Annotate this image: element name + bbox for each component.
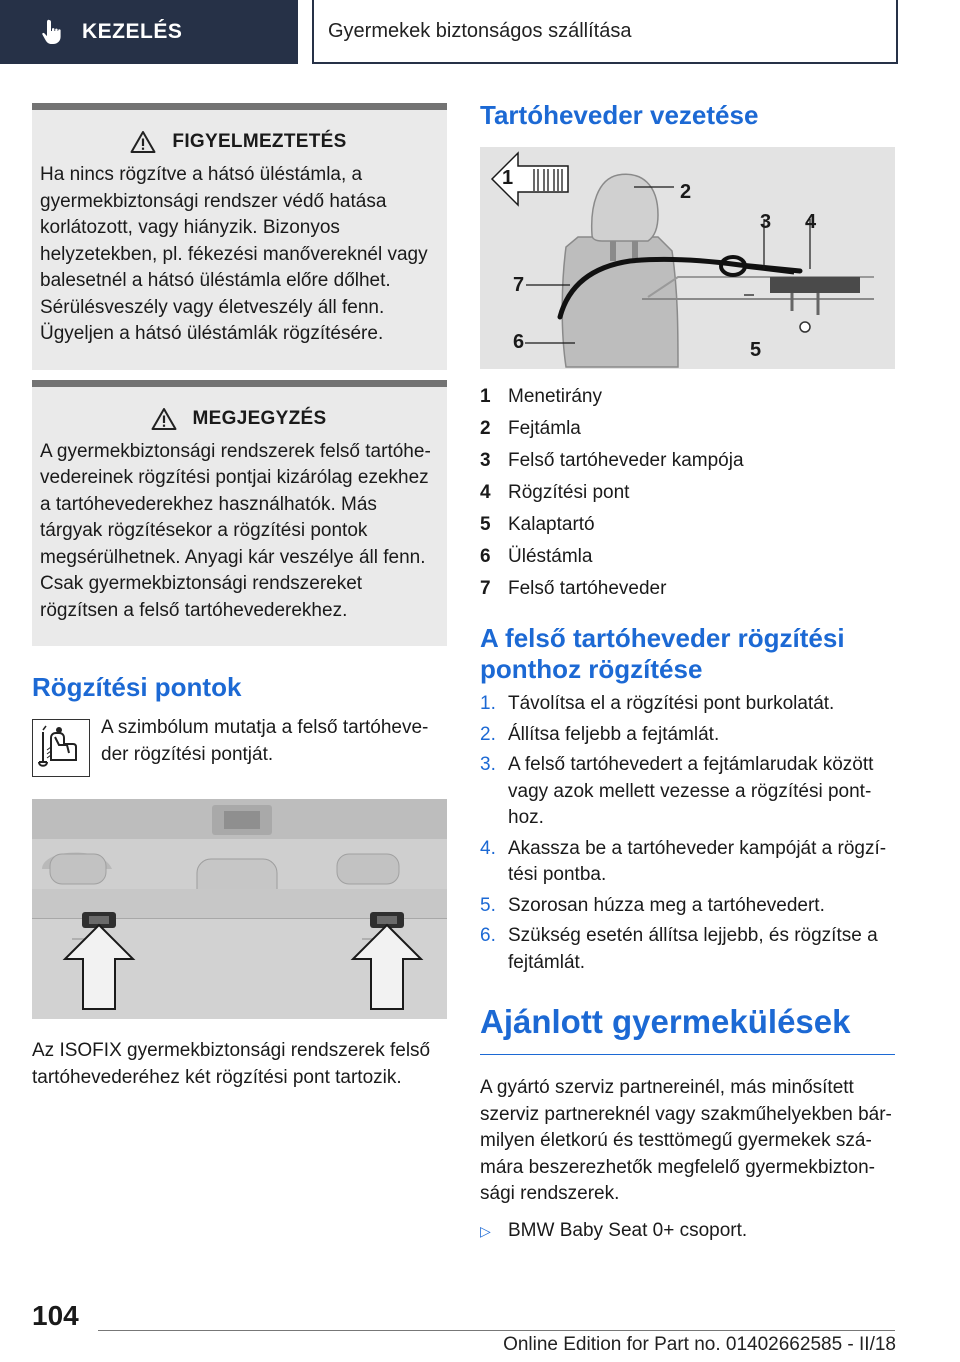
child-seat-anchor-icon — [32, 719, 90, 777]
right-column — [480, 100, 895, 1244]
anchor-points-heading: Rögzítési pontok — [32, 672, 242, 702]
legend-item: 2 Fejtámla — [480, 418, 581, 439]
step-item: 3. A felső tartóhevedert a fejtámlarudak között vagy azok mellett vezesse a rögzítési ponthoz. — [480, 754, 874, 828]
diagram-label-5: 5 — [750, 339, 762, 361]
edition-text: Online Edition for Part no. 01402662585 - II/18 — [503, 1334, 896, 1355]
note-text: A gyermekbiztonsági rendszerek felső tartóhevedereinek rögzítési pontjai kizárólag ezekhez a tartóhevederekhez használhatók. Más tárgyak rögzítésekor a rögzítési pontok megsérülhetnek. Anyagi kár veszélye áll fenn. Csak gyermekbiztonsági rendszereket rögzítsen a felső tartóhevederekhez. — [40, 440, 431, 621]
rear-shelf-photo — [32, 799, 447, 1019]
diagram-label-2: 2 — [680, 181, 692, 203]
warning-box — [32, 103, 447, 370]
pointing-hand-icon — [38, 18, 66, 46]
note-title: MEGJEGYZÉS — [192, 407, 327, 429]
diagram-label-4: 4 — [805, 211, 817, 233]
legend-item: 4 Rögzítési pont — [480, 482, 630, 503]
diagram-label-3: 3 — [760, 211, 772, 233]
chapter-title-box — [312, 0, 898, 64]
legend-item: 1 Menetirány — [480, 386, 602, 407]
diagram-legend — [480, 381, 895, 605]
attaching-heading: A felső tartóheveder rögzítési ponthoz rögzítése — [480, 623, 845, 684]
symbol-description: A szimbólum mutatja a felső tartóheveder rögzítési pontját. — [101, 717, 429, 765]
warning-triangle-icon — [151, 407, 177, 431]
legend-item: 6 Üléstámla — [480, 546, 593, 567]
step-item: 4. Akassza be a tartóheveder kampóját a rögzítési pontba. — [480, 837, 887, 885]
recommended-text: A gyártó szerviz partnereinél, más minősített szerviz partnereknél vagy szakműhelyekben bármilyen életkorú és testtömegű gyermekek számára beszerezhetők megfelelő gyermekbiztonsági rendszerek. — [480, 1077, 892, 1204]
diagram-label-6: 6 — [513, 331, 525, 353]
bullet-item: ▷ BMW Baby Seat 0+ csoport. — [480, 1218, 895, 1245]
diagram-label-7: 7 — [513, 274, 525, 296]
attaching-steps — [480, 691, 895, 976]
recommended-seats-heading: Ajánlott gyermekülések — [480, 1002, 895, 1055]
routing-heading: Tartóheveder vezetése — [480, 100, 759, 130]
step-item: 6. Szükség esetén állítsa lejjebb, és rögzítse a fejtámlát. — [480, 925, 878, 973]
warning-triangle-icon — [130, 130, 156, 154]
bullet-triangle-icon: ▷ — [480, 1222, 491, 1239]
diagram-label-1: 1 — [502, 167, 514, 189]
legend-item: 7 Felső tartóheveder — [480, 578, 667, 599]
step-item: 2. Állítsa feljebb a fejtámlát. — [480, 723, 720, 745]
chapter-title: Gyermekek biztonságos szállítása — [328, 19, 632, 42]
footer-divider — [98, 1330, 895, 1331]
legend-item: 3 Felső tartóheveder kampója — [480, 450, 744, 471]
tether-routing-diagram — [480, 147, 895, 369]
photo-caption: Az ISOFIX gyermekbiztonsági rendszerek felső tartóhevederéhez két rögzítési pont tartozik. — [32, 1040, 431, 1088]
section-label: KEZELÉS — [82, 20, 183, 43]
legend-item: 5 Kalaptartó — [480, 514, 595, 535]
warning-title: FIGYELMEZTETÉS — [172, 131, 347, 152]
step-item: 1. Távolítsa el a rögzítési pont burkolatát. — [480, 693, 835, 714]
note-box — [32, 380, 447, 647]
step-item: 5. Szorosan húzza meg a tartóhevedert. — [480, 894, 825, 916]
page-number: 104 — [32, 1300, 79, 1331]
section-tab — [0, 0, 298, 64]
left-column — [32, 103, 447, 1091]
warning-text: Ha nincs rögzítve a hátsó üléstámla, a gyermekbiztonsági rendszer védő hatása korlátozott, vagy hiányzik. Bizonyos helyzetekben, pl. fékezési manővereknél vagy balesetnél a hátsó üléstámla előre dőlhet. Sérülésveszély vagy életveszély áll fenn. Ügyeljen a hátsó üléstámlák rögzítésére. — [40, 164, 428, 344]
